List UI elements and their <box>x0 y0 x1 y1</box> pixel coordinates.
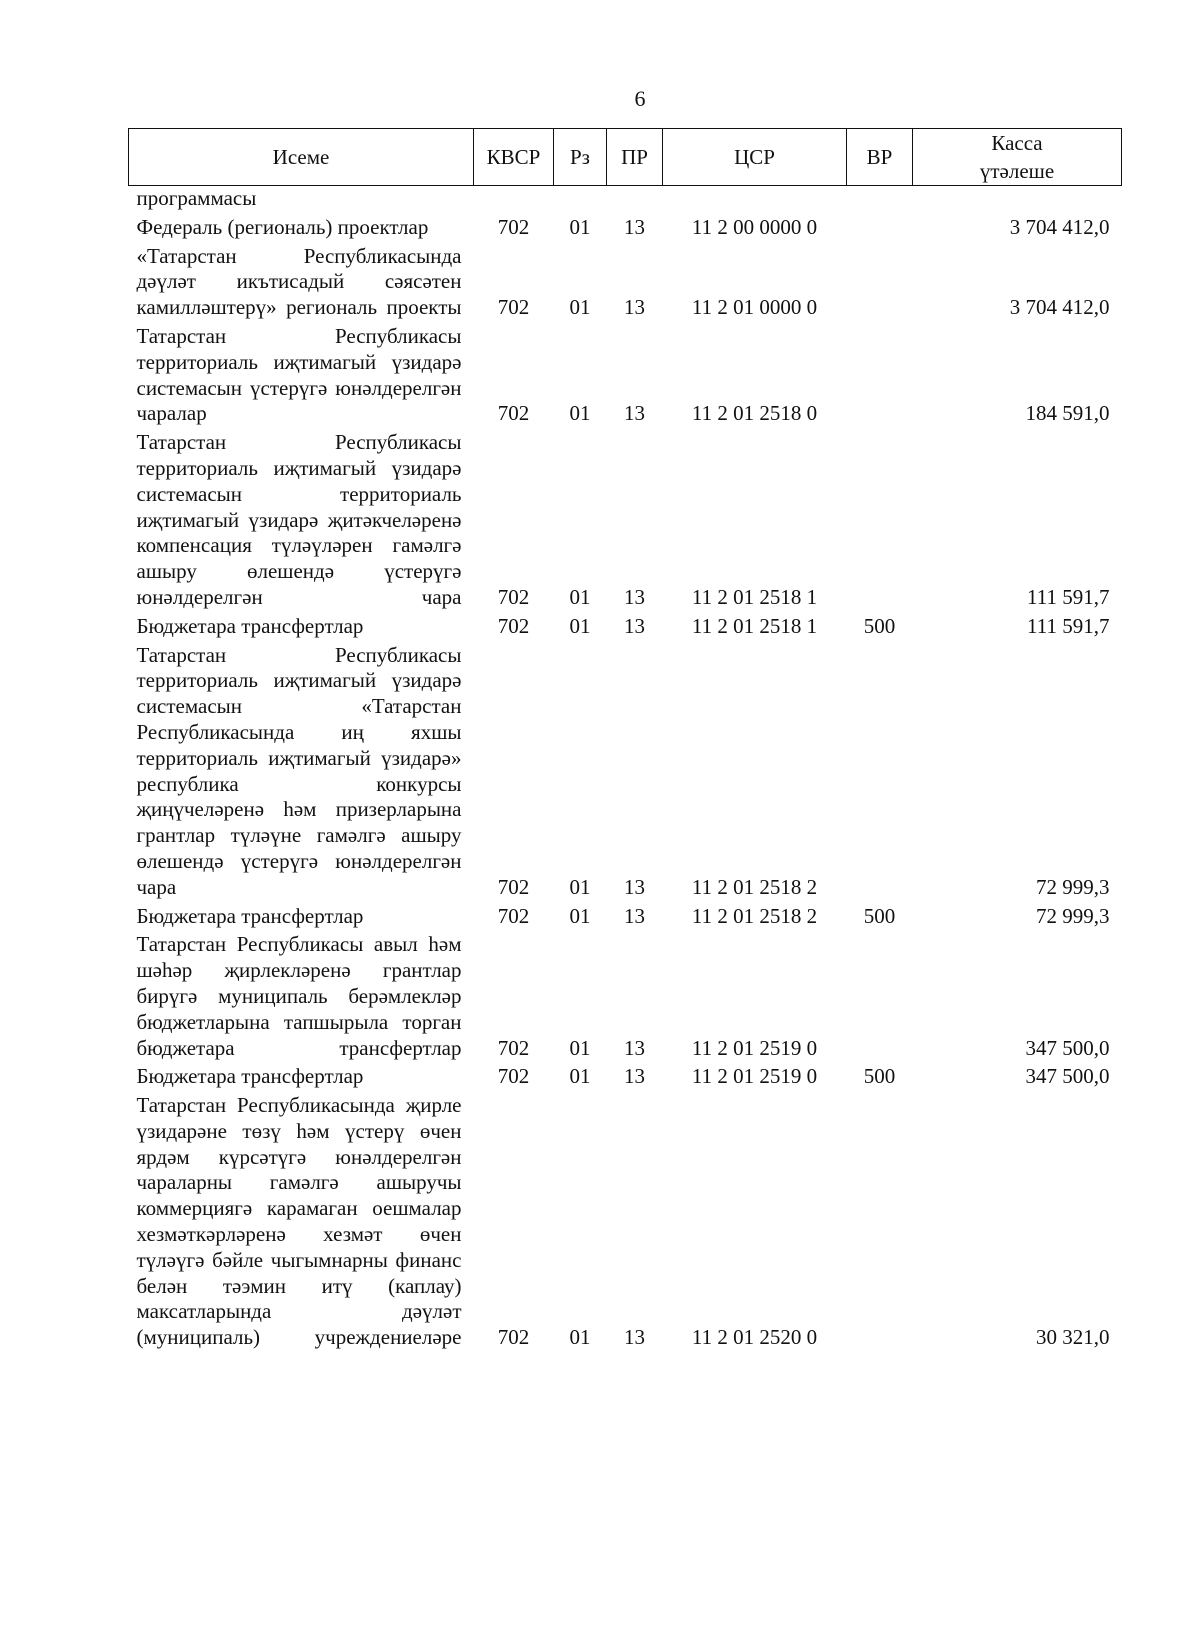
cell-rz <box>554 186 607 212</box>
cell-csr: 11 2 01 2520 0 <box>691 1325 818 1350</box>
table-row <box>129 1090 1122 1351</box>
cell-kvsr <box>474 186 554 212</box>
table-header <box>129 129 1122 186</box>
cell-amount: 30 321,0 <box>1036 1325 1110 1350</box>
cell-amount: 72 999,3 <box>1036 874 1110 899</box>
table-row <box>129 1061 1122 1090</box>
cell-kvsr: 702 <box>497 1064 530 1089</box>
cell-pr: 13 <box>624 903 645 928</box>
cell-kvsr: 702 <box>497 214 530 239</box>
table-row <box>129 321 1122 427</box>
cell-csr: 11 2 01 2519 0 <box>691 1035 818 1060</box>
cell-name: Федераль (региональ) проектлар <box>136 214 429 239</box>
cell-rz: 01 <box>569 613 591 638</box>
cell-csr: 11 2 01 2518 1 <box>691 584 818 609</box>
cell-vr <box>847 321 913 427</box>
cell-csr: 11 2 01 0000 0 <box>691 295 818 320</box>
table-row <box>129 640 1122 901</box>
cell-csr: 11 2 01 2518 2 <box>691 903 818 928</box>
header-pr: ПР <box>607 129 663 186</box>
cell-amount: 3 704 412,0 <box>1009 214 1110 239</box>
cell-kvsr: 702 <box>497 1035 530 1060</box>
cell-vr <box>847 929 913 1061</box>
cell-vr <box>847 1090 913 1351</box>
cell-pr: 13 <box>624 874 645 899</box>
cell-name: Татарстан Республикасында җирле үзидарәне төзү һәм үстерү өчен ярдәм күрсәтүгә юнәлдерелгән чараларны гамәлгә ашыручы коммерциягә карамаган оешмалар хезмәткәрләренә хезмәт өчен түләүгә бәйле чыгымнарны финанс белән тәэмин итү (каплау) максатларында дәүләт (муниципаль) учреждениеләре <box>136 1093 462 1350</box>
table-row <box>129 901 1122 930</box>
cell-pr: 13 <box>624 584 645 609</box>
cell-amount: 111 591,7 <box>1027 584 1110 609</box>
cell-amount: 184 591,0 <box>1025 401 1110 426</box>
cell-pr <box>607 186 663 212</box>
cell-pr: 13 <box>624 1064 645 1089</box>
cell-rz: 01 <box>569 1325 591 1350</box>
table-row <box>129 611 1122 640</box>
cell-name: Татарстан Республикасы авыл һәм шәһәр җирлекләренә грантлар бирүгә муниципаль берәмлекләр бюджетларына тапшырыла торган бюджетара трансфертлар <box>136 932 462 1060</box>
cell-kvsr: 702 <box>497 903 530 928</box>
cell-csr <box>663 186 847 212</box>
cell-rz: 01 <box>569 1035 591 1060</box>
header-amount-line1: Касса <box>991 131 1043 155</box>
cell-amount: 347 500,0 <box>1025 1064 1110 1089</box>
cell-kvsr: 702 <box>497 613 530 638</box>
header-vr: ВР <box>847 129 913 186</box>
cell-name: Бюджетара трансфертлар <box>136 1064 364 1089</box>
cell-amount: 347 500,0 <box>1025 1035 1110 1060</box>
cell-name: Бюджетара трансфертлар <box>136 613 364 638</box>
cell-rz: 01 <box>569 214 591 239</box>
budget-table <box>128 128 1122 1351</box>
cell-csr: 11 2 01 2519 0 <box>691 1064 818 1089</box>
cell-vr <box>847 212 913 241</box>
header-amount <box>913 129 1122 186</box>
cell-vr: 500 <box>863 903 896 928</box>
cell-name: Татарстан Республикасы территориаль иҗтимагый үзидарә системасын «Татарстан Республикасында иң яхшы территориаль иҗтимагый үзидарә» республика конкурсы җиңүчеләренә һәм призерларына грантлар түләүне гамәлгә ашыру өлешендә үстерүгә юнәлдерелгән чара <box>136 642 462 899</box>
cell-vr <box>847 640 913 901</box>
header-name: Исеме <box>129 129 474 186</box>
cell-amount <box>913 186 1122 212</box>
cell-amount: 111 591,7 <box>1027 613 1110 638</box>
cell-csr: 11 2 01 2518 2 <box>691 874 818 899</box>
cell-vr <box>847 427 913 611</box>
cell-name: программасы <box>136 186 257 210</box>
table-row <box>129 212 1122 241</box>
cell-csr: 11 2 00 0000 0 <box>691 214 818 239</box>
cell-rz: 01 <box>569 874 591 899</box>
cell-name: Татарстан Республикасы территориаль иҗтимагый үзидарә системасын үстерүгә юнәлдерелгән чаралар <box>136 323 462 426</box>
cell-rz: 01 <box>569 401 591 426</box>
cell-pr: 13 <box>624 1325 645 1350</box>
cell-pr: 13 <box>624 1035 645 1060</box>
cell-kvsr: 702 <box>497 295 530 320</box>
cell-pr: 13 <box>624 613 645 638</box>
header-rz: Рз <box>554 129 607 186</box>
cell-csr: 11 2 01 2518 0 <box>691 401 818 426</box>
cell-pr: 13 <box>624 214 645 239</box>
table-row <box>129 241 1122 321</box>
cell-name: Бюджетара трансфертлар <box>136 903 364 928</box>
header-amount-line2: үтәлеше <box>979 159 1055 183</box>
cell-kvsr: 702 <box>497 584 530 609</box>
cell-vr: 500 <box>863 1064 896 1089</box>
page-number: 6 <box>634 86 646 111</box>
cell-kvsr: 702 <box>497 874 530 899</box>
cell-kvsr: 702 <box>497 1325 530 1350</box>
table-row <box>129 929 1122 1061</box>
cell-kvsr: 702 <box>497 401 530 426</box>
cell-csr: 11 2 01 2518 1 <box>691 613 818 638</box>
cell-vr <box>847 186 913 212</box>
cell-name: Татарстан Республикасы территориаль иҗтимагый үзидарә системасын территориаль иҗтимагый үзидарә җитәкчеләренә компенсация түләүләрен гамәлгә ашыру өлешендә үстерүгә юнәлдерелгән чара <box>136 430 462 609</box>
table-body <box>129 186 1122 1352</box>
cell-name: «Татарстан Республикасында дәүләт икътисадый сәясәтен камилләштерү» региональ проекты <box>136 243 462 320</box>
table-row <box>129 427 1122 611</box>
cell-vr: 500 <box>863 613 896 638</box>
cell-vr <box>847 241 913 321</box>
cell-amount: 72 999,3 <box>1036 903 1110 928</box>
header-csr: ЦСР <box>663 129 847 186</box>
cell-pr: 13 <box>624 295 645 320</box>
cell-rz: 01 <box>569 1064 591 1089</box>
cell-rz: 01 <box>569 295 591 320</box>
cell-rz: 01 <box>569 903 591 928</box>
cell-pr: 13 <box>624 401 645 426</box>
cell-amount: 3 704 412,0 <box>1009 295 1110 320</box>
header-kvsr: КВСР <box>474 129 554 186</box>
cell-rz: 01 <box>569 584 591 609</box>
table-row <box>129 186 1122 212</box>
